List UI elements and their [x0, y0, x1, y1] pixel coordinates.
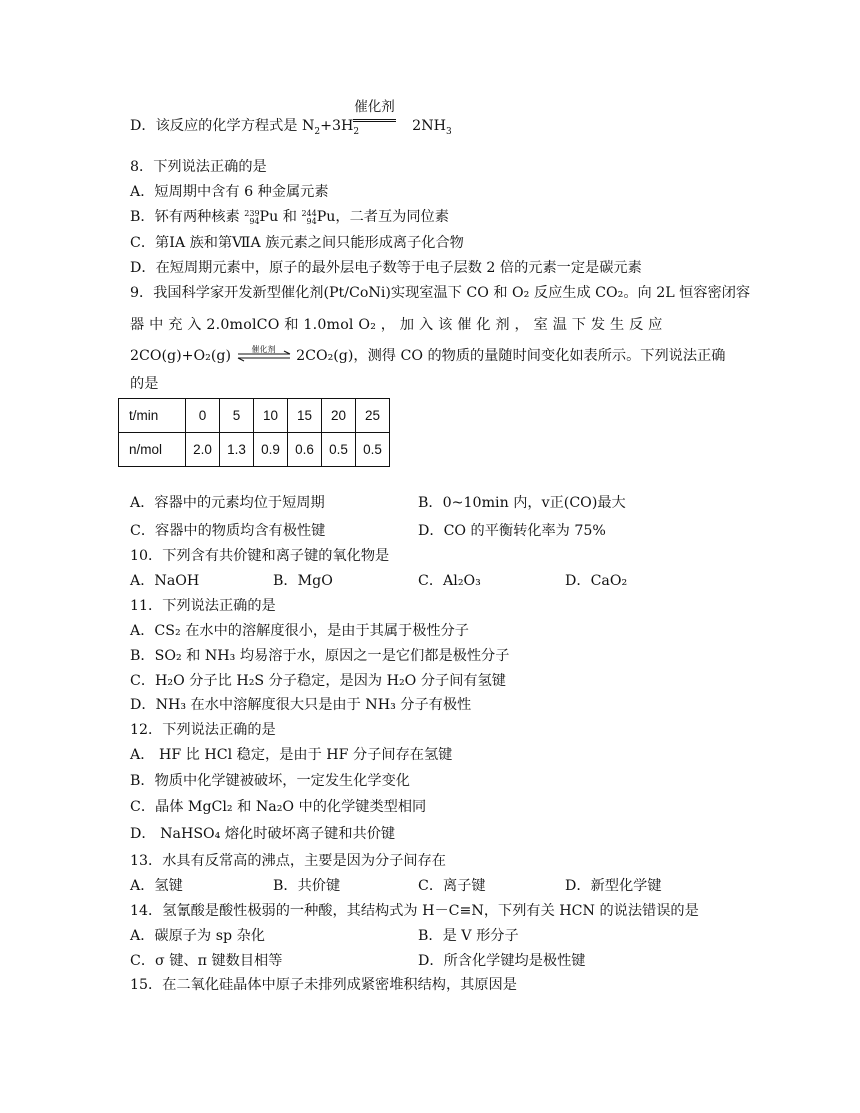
- q14-option-d: D．所含化学键均是极性键: [418, 953, 586, 969]
- q9-eq-right: 2CO₂(g): [296, 348, 354, 364]
- q9-stem-line2: 器 中 充 入 2.0molCO 和 1.0mol O₂ ， 加 入 该 催 化 剂 ， 室 温 下 发 生 反 应: [130, 317, 663, 333]
- q14-option-c: C．σ 键、π 键数目相等: [130, 953, 283, 969]
- q8-option-a: A．短周期中含有 6 种金属元素: [130, 184, 329, 200]
- q9-catalyst-arrow: [236, 345, 292, 362]
- q9-line3-rest: ，测得 CO 的物质的量随时间变化如表所示。下列说法正确: [353, 348, 726, 364]
- q7-d-prefix: D．该反应的化学方程式是 N: [130, 118, 315, 134]
- q11-option-c: C．H₂O 分子比 H₂S 分子稳定，是因为 H₂O 分子间有氢键: [130, 673, 506, 689]
- table-row: [119, 433, 390, 467]
- table-row: [119, 399, 390, 433]
- q8-b-prefix: B．钚有两种核素: [130, 209, 240, 225]
- q9-option-a: A．容器中的元素均位于短周期: [130, 495, 325, 511]
- table-header-cell: 5: [220, 399, 254, 433]
- q11-option-a: A．CS₂ 在水中的溶解度很小，是由于其属于极性分子: [130, 623, 469, 639]
- q12-option-c: C．晶体 MgCl₂ 和 Na₂O 中的化学键类型相同: [130, 799, 427, 815]
- q10-stem: 10．下列含有共价键和离子键的氧化物是: [130, 548, 390, 564]
- q13-stem: 13．水具有反常高的沸点，主要是因为分子间存在: [130, 853, 446, 869]
- q8-option-b: B．钚有两种核素 239 94Pu 和 244 94Pu，二者互为同位素: [130, 209, 449, 226]
- q9-eq-left: 2CO(g)+O₂(g): [130, 348, 232, 364]
- q13-option-b: B．共价键: [273, 878, 341, 894]
- table-cell: n/mol: [119, 433, 186, 467]
- q9-option-c: C．容器中的物质均含有极性键: [130, 523, 326, 539]
- q9-stem-line4: 的是: [130, 376, 159, 392]
- q11-option-b: B．SO₂ 和 NH₃ 均易溶于水，原因之一是它们都是极性分子: [130, 648, 510, 664]
- q11-stem: 11．下列说法正确的是: [130, 598, 276, 614]
- table-cell: 1.3: [220, 433, 254, 467]
- q10-option-c: C．Al₂O₃: [418, 573, 481, 589]
- q8-stem: 8．下列说法正确的是: [130, 159, 267, 175]
- table-header-cell: t/min: [119, 399, 186, 433]
- q7-catalyst-arrow: [353, 100, 396, 122]
- table-cell: 0.5: [356, 433, 390, 467]
- table-cell: 0.6: [288, 433, 322, 467]
- q9-data-table: [118, 398, 390, 467]
- q13-option-c: C．离子键: [418, 878, 486, 894]
- q7-option-d: D．该反应的化学方程式是 $N_2+3H_2$ $2NH_3$: [130, 118, 452, 137]
- q13-option-a: A．氢键: [130, 878, 183, 894]
- table-header-cell: 10: [254, 399, 288, 433]
- table-cell: 0.9: [254, 433, 288, 467]
- q9-option-b: B．0~10min 内，v正(CO)最大: [418, 495, 626, 511]
- q14-option-b: B．是 V 形分子: [418, 928, 519, 944]
- table-header-cell: 0: [186, 399, 220, 433]
- q10-option-a: A．NaOH: [130, 573, 200, 589]
- q12-option-b: B．物质中化学键被破坏，一定发生化学变化: [130, 773, 410, 789]
- table-header-cell: 20: [322, 399, 356, 433]
- q12-stem: 12．下列说法正确的是: [130, 722, 276, 738]
- q15-stem: 15．在二氧化硅晶体中原子未排列成紧密堆积结构，其原因是: [130, 977, 517, 993]
- q10-option-b: B．MgO: [273, 573, 333, 589]
- q8-option-d: D．在短周期元素中，原子的最外层电子数等于电子层数 2 倍的元素一定是碳元素: [130, 260, 642, 276]
- q8-option-c: C．第ⅠA 族和第ⅦA 族元素之间只能形成离子化合物: [130, 235, 464, 251]
- table-header-cell: 25: [356, 399, 390, 433]
- q14-option-a: A．碳原子为 sp 杂化: [130, 928, 265, 944]
- table-cell: 2.0: [186, 433, 220, 467]
- q11-option-d: D．NH₃ 在水中溶解度很大只是由于 NH₃ 分子有极性: [130, 697, 472, 713]
- q7-d-rest: 2NH: [412, 118, 446, 134]
- q8-b-suffix: Pu，二者互为同位素: [316, 209, 449, 225]
- table-header-cell: 15: [288, 399, 322, 433]
- q9-stem-line3: [130, 347, 725, 365]
- q12-option-a: A． HF 比 HCl 稳定，是由于 HF 分子间存在氢键: [130, 747, 453, 763]
- q7-catalyst-label: 催化剂: [354, 99, 395, 115]
- q9-catalyst-label: 催化剂: [251, 345, 276, 354]
- q13-option-d: D．新型化学键: [565, 878, 662, 894]
- q10-option-d: D．CaO₂: [565, 573, 628, 589]
- q8-b-mid: Pu 和: [259, 209, 297, 225]
- q12-option-d: D． NaHSO₄ 熔化时破坏离子键和共价键: [130, 826, 396, 842]
- q9-option-d: D．CO 的平衡转化率为 75%: [418, 523, 606, 539]
- q9-stem-line1: 9．我国科学家开发新型催化剂(Pt/CoNi)实现室温下 CO 和 O₂ 反应生成 CO₂。向 2L 恒容密闭容: [130, 285, 751, 301]
- table-cell: 0.5: [322, 433, 356, 467]
- q14-stem: 14．氢氰酸是酸性极弱的一种酸，其结构式为 H－C≡N，下列有关 HCN 的说法错误的是: [130, 903, 699, 919]
